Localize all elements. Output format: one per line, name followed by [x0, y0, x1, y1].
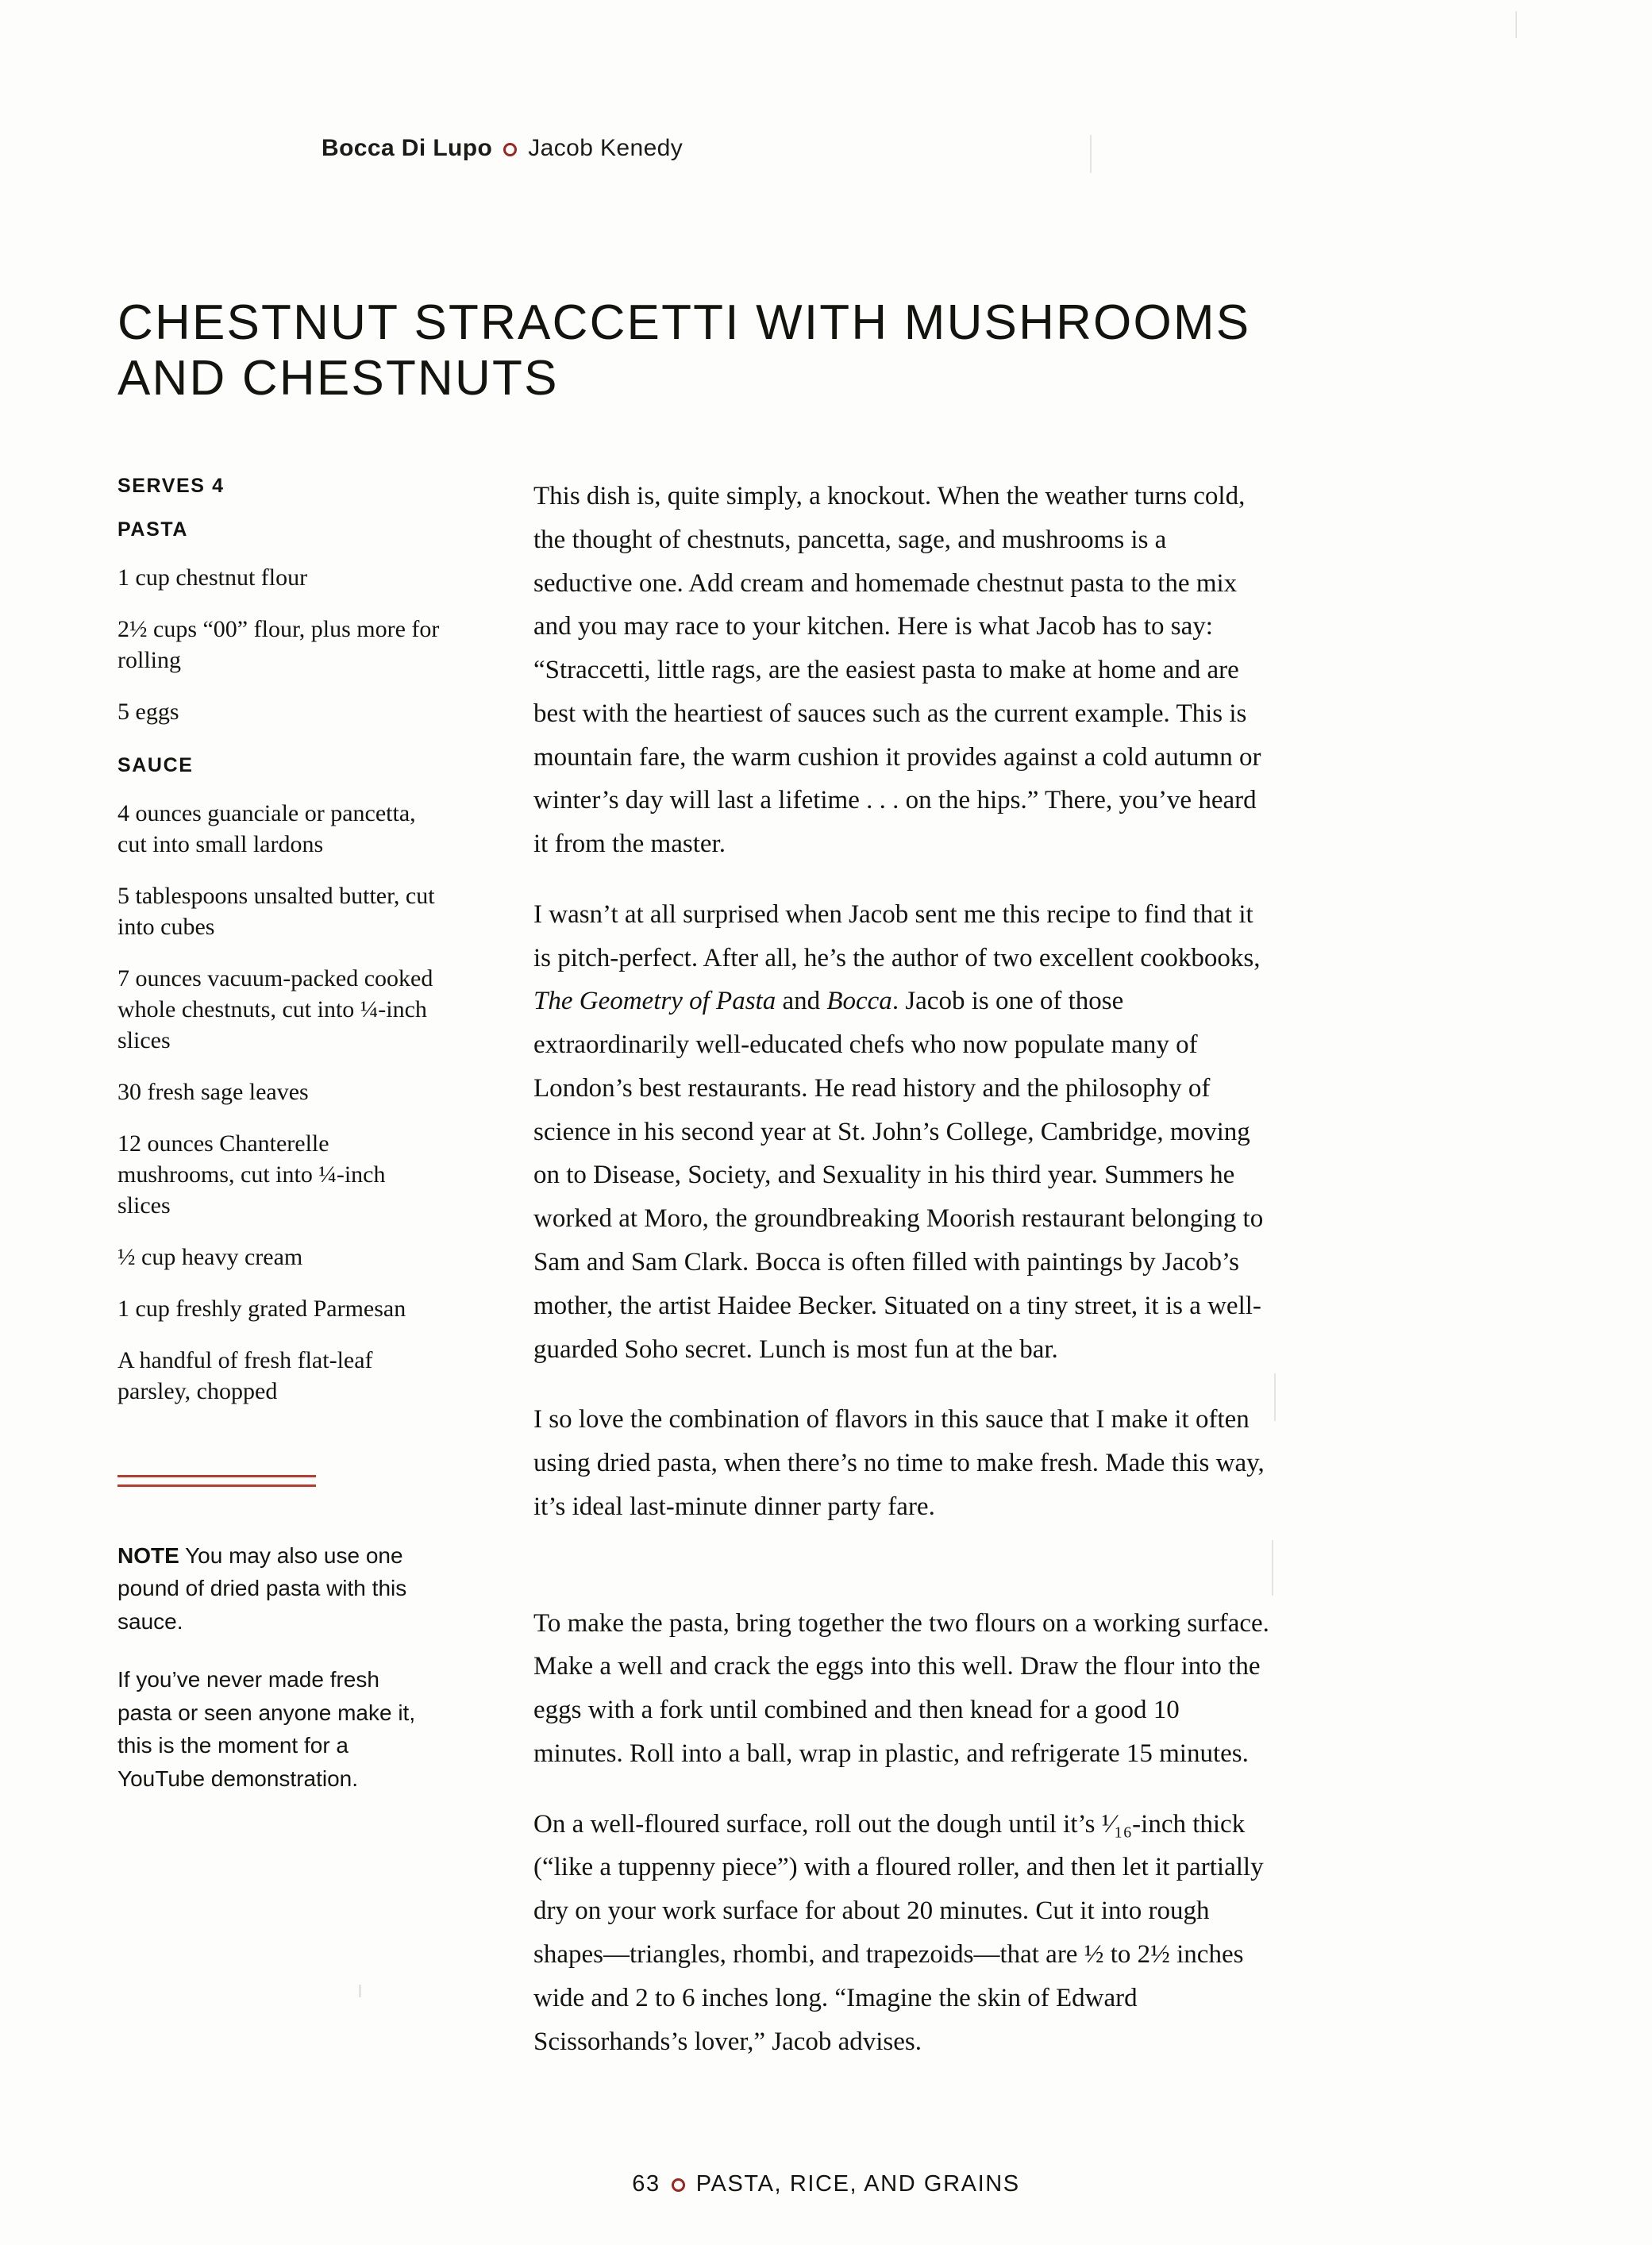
- book-title-geometry-of-pasta: The Geometry of Pasta: [533, 987, 776, 1016]
- running-head-author: Jacob Kenedy: [528, 135, 684, 161]
- ingredient-item: 5 tablespoons unsalted butter, cut into cubes: [117, 883, 435, 940]
- scan-artifact: [1272, 1540, 1273, 1596]
- page-footer: [0, 2171, 1652, 2197]
- note-label: NOTE: [117, 1543, 179, 1568]
- body-paragraph-intro: This dish is, quite simply, a knockout. When the weather turns cold, the thought of chestnuts, pancetta, sage, and mushrooms is a seductive one. Add cream and homemade chestnut pasta to the mix and you may race to your kitchen. Here is what Jacob has to say: “Straccetti, little rags, are the easiest pasta to make at home and are best with the heartiest of sauces such as the current example. This is mountain fare, the warm cushion it provides against a cold autumn or winter’s day will last a lifetime . . . on the hips.” There, you’ve heard it from the master.: [533, 482, 1261, 859]
- note-paragraph-2: If you’ve never made fresh pasta or seen anyone make it, this is the moment for a YouTube demonstration.: [117, 1667, 416, 1791]
- body-jacob-part-2: and: [776, 987, 827, 1016]
- ingredient-item: 30 fresh sage leaves: [117, 1079, 309, 1105]
- body-jacob-part-3: . Jacob is one of those extraordinarily well-educated chefs who now populate many of London’s best restaurants. He read history and the philosophy of science in his second year at St. John’s College, Cambridge, moving on to Disease, Society, and Sexuality in his third year. Summers he worked at Moro, the groundbreaking Moorish restaurant belonging to Sam and Sam Clark. Bocca is often filled with paintings by Jacob’s mother, the artist Haidee Becker. Situated on a tiny street, it is a well-guarded Soho secret. Lunch is most fun at the bar.: [533, 987, 1264, 1364]
- running-head-book-title: Bocca Di Lupo: [322, 135, 493, 161]
- page-title-line-2: AND CHESTNUTS: [117, 350, 559, 406]
- ingredient-item: 4 ounces guanciale or pancetta, cut into small lardons: [117, 800, 416, 857]
- scan-artifact: [1090, 135, 1092, 173]
- body-jacob-part-1: I wasn’t at all surprised when Jacob sent me this recipe to find that it is pitch-perfect. After all, he’s the author of two excellent cookbooks,: [533, 899, 1261, 972]
- scan-artifact: [359, 1985, 361, 1997]
- divider-rule-bottom: [117, 1484, 316, 1487]
- ingredient-item: ½ cup heavy cream: [117, 1244, 303, 1270]
- ingredient-item: 1 cup chestnut flour: [117, 564, 308, 591]
- ingredient-item: 7 ounces vacuum-packed cooked whole chestnuts, cut into ¼-inch slices: [117, 965, 433, 1053]
- circle-separator-icon: [672, 2178, 685, 2192]
- note-paragraph-1: [117, 1539, 435, 1638]
- body-paragraph-make-pasta: To make the pasta, bring together the two flours on a working surface. Make a well and crack the eggs into this well. Draw the flour into the eggs with a fork until combined and then knead for a good 10 minutes. Roll into a ball, wrap in plastic, and refrigerate 15 minutes.: [533, 1608, 1269, 1768]
- note-block: [117, 1539, 435, 1795]
- red-double-rule-divider: [117, 1475, 316, 1487]
- ingredient-item: 1 cup freshly grated Parmesan: [117, 1296, 406, 1322]
- ingredients-sidebar: [117, 475, 443, 1820]
- ingredient-item: 2½ cups “00” flour, plus more for rolling: [117, 616, 440, 673]
- body-paragraph-flavors: I so love the combination of flavors in this sauce that I make it often using dried pasta, when there’s no time to make fresh. Made this way, it’s ideal last-minute dinner party fare.: [533, 1405, 1265, 1521]
- page-title-line-1: CHESTNUT STRACCETTI WITH MUSHROOMS: [117, 295, 1251, 350]
- body-paragraph-jacob: [533, 893, 1272, 1371]
- note-text-1: You may also use one pound of dried pasta with this sauce.: [117, 1543, 407, 1634]
- page-number: 63: [632, 2171, 660, 2197]
- scan-artifact: [1274, 1373, 1276, 1421]
- section-heading-sauce: SAUCE: [117, 754, 194, 776]
- ingredient-item: 5 eggs: [117, 699, 179, 725]
- page-title: [117, 295, 1467, 406]
- circle-separator-icon: [503, 143, 517, 156]
- footer-section-name: PASTA, RICE, AND GRAINS: [695, 2171, 1020, 2197]
- body-paragraph-rolling: On a well-floured surface, roll out the dough until it’s ¹⁄₁₆-inch thick (“like a tuppenny piece”) with a floured roller, and then let it partially dry on your work surface for about 20 minutes. Cut it into rough shapes—triangles, rhombi, and trapezoids—that are ½ to 2½ inches wide and 2 to 6 inches long. “Imagine the skin of Edward Scissorhands’s lover,” Jacob advises.: [533, 1809, 1264, 2056]
- section-heading-pasta: PASTA: [117, 518, 189, 541]
- book-title-bocca: Bocca: [826, 987, 892, 1016]
- ingredient-item: 12 ounces Chanterelle mushrooms, cut into ¼-inch slices: [117, 1130, 386, 1219]
- running-head: [322, 135, 683, 162]
- serves-label: SERVES 4: [117, 475, 225, 497]
- divider-rule-top: [117, 1475, 316, 1477]
- scan-artifact: [1515, 11, 1517, 38]
- recipe-body: [533, 475, 1272, 2090]
- ingredient-item: A handful of fresh flat-leaf parsley, chopped: [117, 1347, 373, 1404]
